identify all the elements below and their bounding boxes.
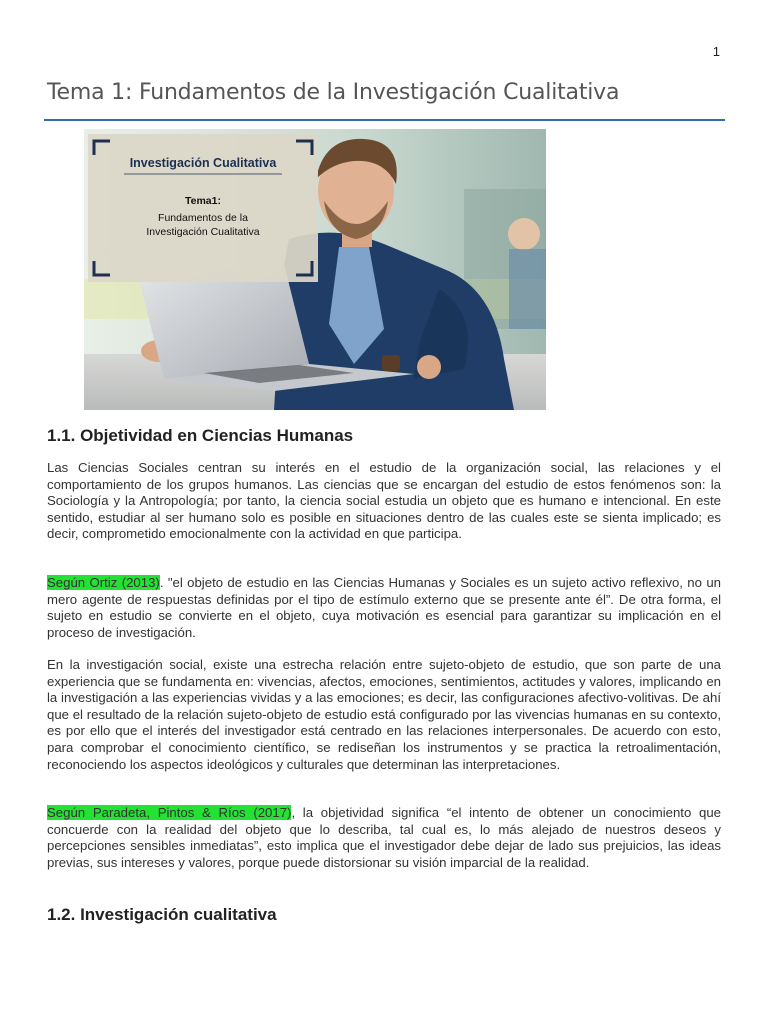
paragraph-4-text: , la objetividad significa “el intento de obtener un conocimiento que concuerde con la realidad del objeto que lo describa, tal cual es, lo más alejado de nuestros deseos y percepciones sensibles inmediatas”, esto implica que el investigador debe dejar de lado sus prejuicios, las ideas previas, sus intereses y valores, porque puede distorsionar su visión imparcial de la realidad. — [47, 805, 721, 870]
hero-heading: Investigación Cualitativa — [129, 156, 277, 170]
section-heading-1-2: 1.2. Investigación cualitativa — [47, 905, 277, 924]
citation-paradeta: Según Paradeta, Pintos & Ríos (2017) — [47, 805, 292, 820]
hero-subtitle-1: Tema1: — [185, 195, 221, 207]
page-title: Tema 1: Fundamentos de la Investigación Cualitativa — [47, 80, 620, 105]
hero-image — [84, 129, 546, 410]
paragraph-2 — [47, 575, 721, 641]
paragraph-3: En la investigación social, existe una estrecha relación entre sujeto-objeto de estudio, que son parte de una experiencia que se fundamenta en: vivencias, afectos, emociones, sentimientos, actitudes y valores, implicando en la investigación a las experiencias vividas y a las emociones; es decir, las configuraciones afectivo-volitivas. De ahí que el resultado de la relación sujeto-objeto de estudio está configurado por las vivencias humanas en su contexto, es por ello que el interés del investigador está centrado en las relaciones interpersonales. De acuerdo con esto, para comprobar el conocimiento científico, se rediseñan los instrumentos y se practica la retroalimentación, reconociendo los aspectos ideológicos y culturales que determinan las interpretaciones. — [47, 657, 721, 772]
hero-subtitle-2: Fundamentos de la — [158, 212, 248, 224]
citation-ortiz: Según Ortiz (2013) — [47, 575, 160, 590]
title-underline — [44, 119, 725, 121]
paragraph-4 — [47, 805, 721, 871]
hero-subtitle-3: Investigación Cualitativa — [146, 226, 260, 238]
paragraph-2-text: . "el objeto de estudio en las Ciencias Humanas y Sociales es un sujeto activo reflexivo, no un mero agente de respuestas definidas por el tipo de estímulo externo que se presente ante él”. De otra forma, el sujeto en estudio se convierte en el objeto, cuya motivación es esencial para garantizar su implicación en el proceso de investigación. — [47, 575, 721, 640]
page-number: 1 — [712, 44, 720, 59]
paragraph-1: Las Ciencias Sociales centran su interés en el estudio de la organización social, las relaciones y el comportamiento de los grupos humanos. Las ciencias que se encargan del estudio de estos fenómenos son: la Sociología y la Antropología; por tanto, la ciencia social estudia un objeto que es humano e intencional. En este sentido, estudiar al ser humano solo es posible en situaciones dentro de las cuales este se sienta implicado; es decir, comprometido emocionalmente con la actividad en que participa. — [47, 460, 721, 542]
section-heading-1-1: 1.1. Objetividad en Ciencias Humanas — [47, 426, 354, 445]
